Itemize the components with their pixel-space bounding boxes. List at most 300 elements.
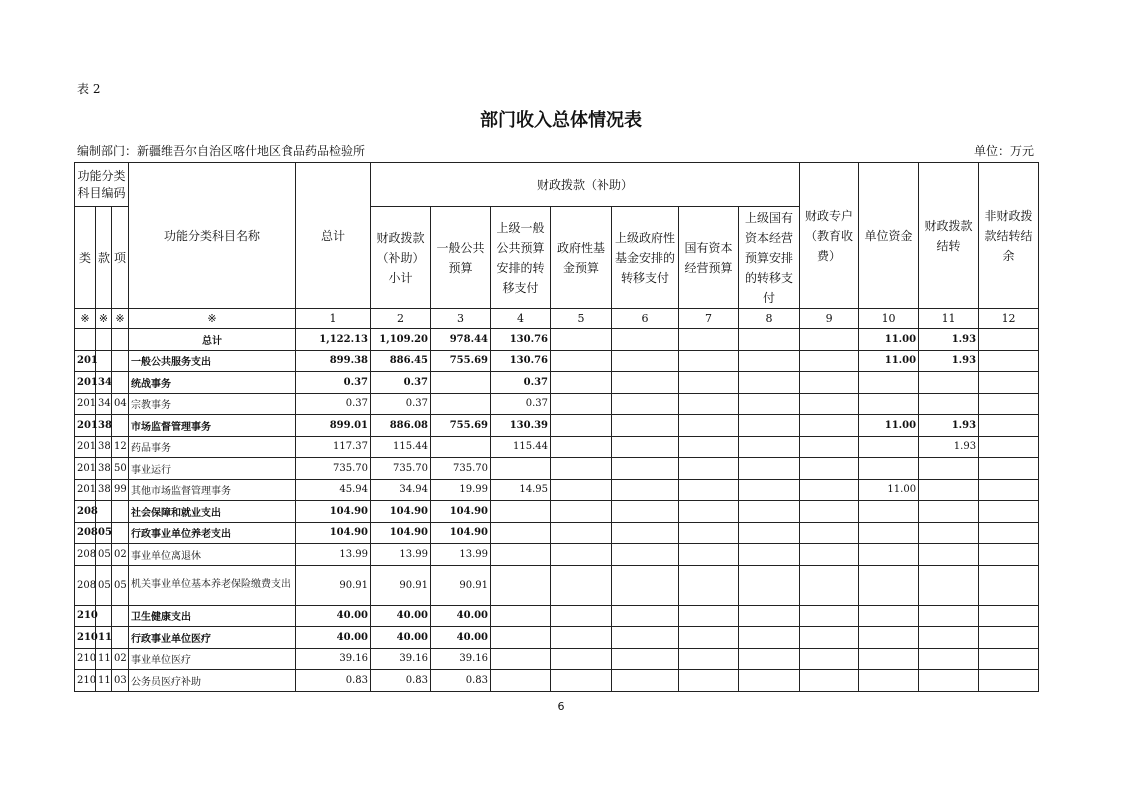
total-cell: 0.37 [296,393,371,415]
subtotal-cell: 90.91 [371,565,431,605]
empty-cell [739,565,800,605]
carry-cell [919,522,979,544]
general-cell: 755.69 [431,350,491,372]
subtotal-cell: 34.94 [371,479,431,501]
total-cell: 735.70 [296,458,371,480]
subtotal-cell: 115.44 [371,436,431,458]
index-row [75,309,1039,329]
name-cell: 一般公共服务支出 [129,350,296,372]
unit-label: 单位：万元 [973,144,1034,158]
header-kuan: 款 [96,207,112,309]
empty-cell [551,648,612,670]
carry-cell [919,393,979,415]
header-unit-fund: 单位资金 [859,163,919,309]
xiang-cell [112,627,129,649]
subtotal-cell: 0.37 [371,393,431,415]
total-cell: 104.90 [296,522,371,544]
carry-cell: 1.93 [919,436,979,458]
empty-cell [612,372,679,394]
total-cell: 40.00 [296,605,371,627]
empty-cell [739,522,800,544]
carry-cell [919,605,979,627]
kuan-cell [96,329,112,351]
subtotal-cell: 40.00 [371,605,431,627]
carry-cell [919,458,979,480]
table-row [75,372,1039,394]
header-total: 总计 [296,163,371,309]
lei-cell: 201 [75,372,96,394]
general-cell: 0.83 [431,670,491,692]
lei-cell: 201 [75,436,96,458]
empty-cell [612,458,679,480]
general-cell: 39.16 [431,648,491,670]
empty-cell [679,670,739,692]
total-cell: 899.01 [296,415,371,437]
transfer-cell: 0.37 [491,393,551,415]
xiang-cell: 04 [112,393,129,415]
total-cell: 899.38 [296,350,371,372]
xiang-cell [112,329,129,351]
empty-cell [739,479,800,501]
transfer-cell [491,565,551,605]
empty-cell [979,522,1039,544]
name-cell: 行政事业单位养老支出 [129,522,296,544]
empty-cell [551,627,612,649]
transfer-cell: 130.39 [491,415,551,437]
page-number: 6 [557,700,565,713]
empty-cell [979,393,1039,415]
header-lei: 类 [75,207,96,309]
empty-cell [800,436,859,458]
transfer-cell [491,544,551,566]
xiang-cell [112,372,129,394]
kuan-cell: 34 [96,393,112,415]
empty-cell [979,458,1039,480]
table-row [75,501,1039,523]
empty-cell [551,501,612,523]
income-summary-table [74,162,1039,692]
table-row [75,479,1039,501]
subtotal-cell: 886.45 [371,350,431,372]
general-cell [431,436,491,458]
empty-cell [800,522,859,544]
empty-cell [800,565,859,605]
unit-fund-cell [859,648,919,670]
empty-cell [612,393,679,415]
transfer-cell [491,648,551,670]
empty-cell [679,372,739,394]
empty-cell [612,544,679,566]
empty-cell [800,372,859,394]
subtotal-cell: 0.37 [371,372,431,394]
empty-cell [739,648,800,670]
subtotal-cell: 39.16 [371,648,431,670]
empty-cell [979,565,1039,605]
total-cell: 0.83 [296,670,371,692]
table-row [75,522,1039,544]
empty-cell [800,458,859,480]
transfer-cell [491,605,551,627]
lei-cell: 201 [75,479,96,501]
kuan-cell: 34 [96,372,112,394]
kuan-cell: 38 [96,458,112,480]
empty-cell [551,544,612,566]
carry-cell [919,501,979,523]
empty-cell [979,436,1039,458]
empty-cell [551,393,612,415]
general-cell: 40.00 [431,627,491,649]
header-nonfiscal-carry: 非财政拨款结转结余 [979,163,1039,309]
index-cell: 6 [612,309,679,329]
transfer-cell [491,627,551,649]
empty-cell [979,350,1039,372]
empty-cell [551,436,612,458]
total-cell: 13.99 [296,544,371,566]
empty-cell [679,605,739,627]
transfer-cell [491,670,551,692]
empty-cell [679,648,739,670]
general-cell: 104.90 [431,501,491,523]
header-xiang: 项 [112,207,129,309]
empty-cell [800,350,859,372]
header-fiscal-subtotal: 财政拨款（补助）小计 [371,207,431,309]
kuan-cell: 05 [96,565,112,605]
table-row [75,393,1039,415]
empty-cell [551,329,612,351]
unit-fund-cell [859,522,919,544]
general-cell [431,372,491,394]
empty-cell [800,501,859,523]
unit-fund-cell [859,605,919,627]
lei-cell: 201 [75,393,96,415]
empty-cell [800,648,859,670]
empty-cell [800,627,859,649]
total-cell: 117.37 [296,436,371,458]
name-cell: 卫生健康支出 [129,605,296,627]
carry-cell [919,648,979,670]
empty-cell [679,329,739,351]
empty-cell [979,648,1039,670]
table-row-total [75,329,1039,351]
transfer-cell: 14.95 [491,479,551,501]
carry-cell [919,372,979,394]
header-transfer-fund: 上级政府性基金安排的转移支付 [612,207,679,309]
unit-fund-cell [859,627,919,649]
xiang-cell [112,522,129,544]
table-row [75,544,1039,566]
unit-fund-cell [859,565,919,605]
index-cell: 11 [919,309,979,329]
lei-cell: 210 [75,670,96,692]
name-cell: 社会保障和就业支出 [129,501,296,523]
empty-cell [551,350,612,372]
total-cell: 40.00 [296,627,371,649]
empty-cell [800,544,859,566]
empty-cell [979,544,1039,566]
kuan-cell [96,350,112,372]
table-row [75,350,1039,372]
subtotal-cell: 1,109.20 [371,329,431,351]
index-cell: 2 [371,309,431,329]
unit-fund-cell [859,436,919,458]
index-cell: ※ [75,309,96,329]
total-cell: 0.37 [296,372,371,394]
total-cell: 1,122.13 [296,329,371,351]
general-cell: 19.99 [431,479,491,501]
empty-cell [800,415,859,437]
general-cell: 104.90 [431,522,491,544]
xiang-cell: 99 [112,479,129,501]
unit-fund-cell [859,501,919,523]
header-func-name: 功能分类科目名称 [129,163,296,309]
empty-cell [739,627,800,649]
xiang-cell [112,350,129,372]
index-cell: 9 [800,309,859,329]
transfer-cell [491,501,551,523]
table-row [75,458,1039,480]
empty-cell [979,627,1039,649]
xiang-cell [112,501,129,523]
xiang-cell: 50 [112,458,129,480]
empty-cell [551,670,612,692]
general-cell: 13.99 [431,544,491,566]
index-cell: 4 [491,309,551,329]
empty-cell [612,565,679,605]
lei-cell: 208 [75,544,96,566]
empty-cell [739,393,800,415]
total-cell: 90.91 [296,565,371,605]
transfer-cell: 130.76 [491,329,551,351]
carry-cell [919,565,979,605]
unit-fund-cell: 11.00 [859,415,919,437]
carry-cell: 1.93 [919,329,979,351]
table-row [75,415,1039,437]
kuan-cell: 38 [96,436,112,458]
total-cell: 45.94 [296,479,371,501]
name-cell: 事业单位医疗 [129,648,296,670]
header-general-budget: 一般公共预算 [431,207,491,309]
empty-cell [979,605,1039,627]
empty-cell [800,329,859,351]
empty-cell [739,372,800,394]
header-transfer-general: 上级一般公共预算安排的转移支付 [491,207,551,309]
empty-cell [679,436,739,458]
name-cell: 市场监督管理事务 [129,415,296,437]
empty-cell [679,393,739,415]
empty-cell [551,458,612,480]
unit-fund-cell: 11.00 [859,350,919,372]
index-cell: 8 [739,309,800,329]
empty-cell [979,329,1039,351]
empty-cell [551,415,612,437]
subtotal-cell: 104.90 [371,522,431,544]
unit-fund-cell [859,544,919,566]
index-cell: 10 [859,309,919,329]
header-transfer-capital: 上级国有资本经营预算安排的转移支付 [739,207,800,309]
lei-cell: 210 [75,627,96,649]
transfer-cell: 130.76 [491,350,551,372]
kuan-cell: 05 [96,522,112,544]
general-cell: 978.44 [431,329,491,351]
empty-cell [739,544,800,566]
name-cell: 总计 [129,329,296,351]
header-gov-fund: 政府性基金预算 [551,207,612,309]
empty-cell [979,501,1039,523]
lei-cell: 208 [75,565,96,605]
transfer-cell [491,458,551,480]
empty-cell [679,565,739,605]
lei-cell: 208 [75,501,96,523]
subtotal-cell: 735.70 [371,458,431,480]
header-fiscal-carry: 财政拨款结转 [919,163,979,309]
empty-cell [612,479,679,501]
general-cell: 735.70 [431,458,491,480]
index-cell: ※ [96,309,112,329]
xiang-cell: 02 [112,648,129,670]
empty-cell [739,501,800,523]
carry-cell [919,670,979,692]
index-cell: 1 [296,309,371,329]
name-cell: 宗教事务 [129,393,296,415]
empty-cell [679,501,739,523]
unit-fund-cell [859,670,919,692]
table-row [75,436,1039,458]
header-state-capital: 国有资本经营预算 [679,207,739,309]
kuan-cell: 05 [96,544,112,566]
empty-cell [612,415,679,437]
header-special-edu: 财政专户（教育收费） [800,163,859,309]
empty-cell [739,670,800,692]
unit-fund-cell [859,393,919,415]
carry-cell: 1.93 [919,350,979,372]
subtotal-cell: 13.99 [371,544,431,566]
empty-cell [979,479,1039,501]
page-title: 部门收入总体情况表 [480,110,642,131]
name-cell: 公务员医疗补助 [129,670,296,692]
empty-cell [739,415,800,437]
empty-cell [800,479,859,501]
empty-cell [979,372,1039,394]
carry-cell: 1.93 [919,415,979,437]
empty-cell [551,522,612,544]
index-cell: 7 [679,309,739,329]
empty-cell [739,458,800,480]
empty-cell [679,479,739,501]
carry-cell [919,544,979,566]
index-cell: 3 [431,309,491,329]
name-cell: 统战事务 [129,372,296,394]
empty-cell [679,544,739,566]
index-cell: ※ [112,309,129,329]
index-cell: ※ [129,309,296,329]
name-cell: 事业单位离退休 [129,544,296,566]
unit-fund-cell [859,372,919,394]
kuan-cell: 38 [96,479,112,501]
empty-cell [551,372,612,394]
empty-cell [612,436,679,458]
xiang-cell: 12 [112,436,129,458]
empty-cell [679,522,739,544]
empty-cell [612,522,679,544]
empty-cell [612,605,679,627]
empty-cell [739,329,800,351]
subtotal-cell: 40.00 [371,627,431,649]
name-cell: 机关事业单位基本养老保险缴费支出 [129,565,296,605]
lei-cell: 210 [75,648,96,670]
header-fiscal-group: 财政拨款（补助） [371,163,800,207]
empty-cell [979,670,1039,692]
table-row [75,565,1039,605]
empty-cell [612,648,679,670]
unit-fund-cell [859,458,919,480]
table-row [75,648,1039,670]
name-cell: 行政事业单位医疗 [129,627,296,649]
subtotal-cell: 886.08 [371,415,431,437]
index-cell: 5 [551,309,612,329]
table-row [75,670,1039,692]
general-cell: 755.69 [431,415,491,437]
empty-cell [679,627,739,649]
empty-cell [979,415,1039,437]
unit-fund-cell: 11.00 [859,479,919,501]
empty-cell [800,605,859,627]
empty-cell [612,627,679,649]
general-cell: 90.91 [431,565,491,605]
empty-cell [612,350,679,372]
carry-cell [919,627,979,649]
compiling-department: 编制部门：新疆维吾尔自治区喀什地区食品药品检验所 [77,144,366,158]
empty-cell [739,605,800,627]
page-label: 表 2 [77,82,101,96]
total-cell: 104.90 [296,501,371,523]
kuan-cell: 11 [96,670,112,692]
transfer-cell [491,522,551,544]
kuan-cell: 38 [96,415,112,437]
lei-cell: 201 [75,458,96,480]
empty-cell [612,501,679,523]
header-func-code: 功能分类科目编码 [75,163,129,207]
empty-cell [800,670,859,692]
header-row-1 [75,163,1039,207]
table-row [75,627,1039,649]
name-cell: 其他市场监督管理事务 [129,479,296,501]
kuan-cell: 11 [96,648,112,670]
carry-cell [919,479,979,501]
empty-cell [551,605,612,627]
empty-cell [551,479,612,501]
transfer-cell: 115.44 [491,436,551,458]
xiang-cell: 03 [112,670,129,692]
empty-cell [612,329,679,351]
kuan-cell: 11 [96,627,112,649]
index-cell: 12 [979,309,1039,329]
xiang-cell: 02 [112,544,129,566]
xiang-cell [112,605,129,627]
empty-cell [679,458,739,480]
name-cell: 药品事务 [129,436,296,458]
lei-cell: 201 [75,350,96,372]
general-cell: 40.00 [431,605,491,627]
lei-cell: 208 [75,522,96,544]
xiang-cell: 05 [112,565,129,605]
general-cell [431,393,491,415]
lei-cell: 201 [75,415,96,437]
empty-cell [551,565,612,605]
lei-cell: 210 [75,605,96,627]
empty-cell [739,350,800,372]
table-row [75,605,1039,627]
empty-cell [739,436,800,458]
